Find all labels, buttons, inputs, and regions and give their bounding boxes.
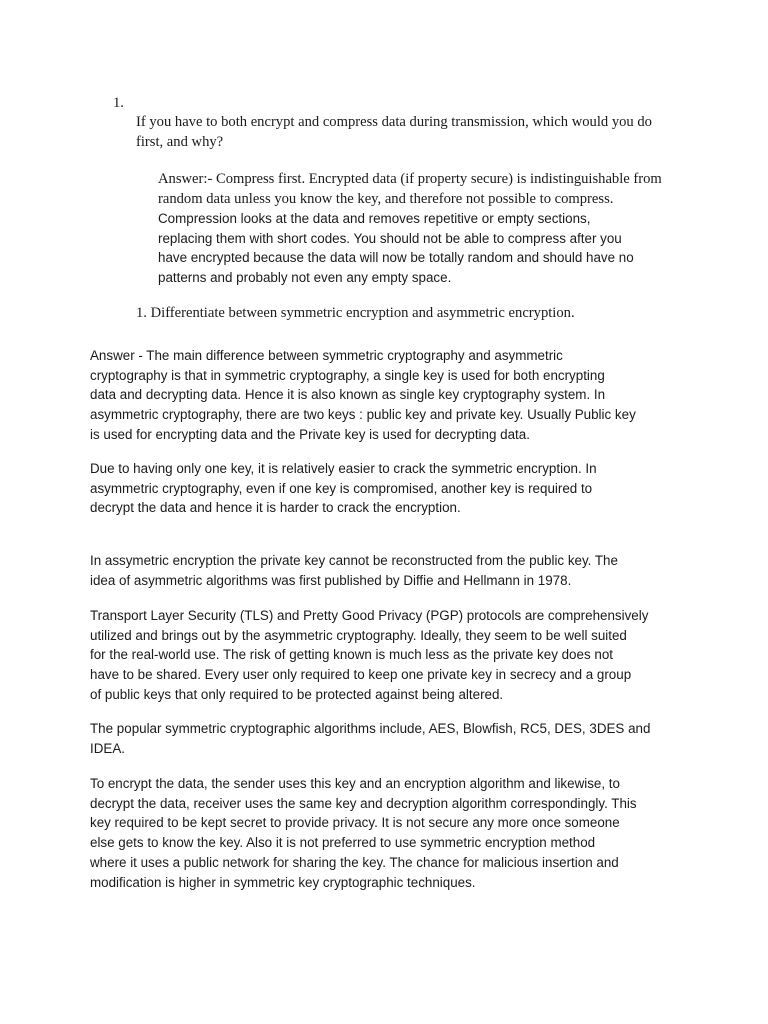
paragraph-symmetric-vs-asymmetric	[90, 346, 636, 445]
text-line: IDEA.	[90, 740, 125, 756]
text-line: is used for encrypting data and the Private key is used for decrypting data.	[90, 426, 530, 442]
text-line: first, and why?	[136, 133, 224, 150]
paragraph-diffie-hellmann	[90, 551, 618, 590]
text-line: If you have to both encrypt and compress data during transmission, which would you do	[136, 114, 652, 130]
text-line: decrypt the data and hence it is harder to crack the encryption.	[90, 500, 461, 516]
text-line: Answer - The main difference between symmetric cryptography and asymmetric	[90, 348, 563, 363]
text-line: have to be shared. Every user only required to keep one private key in secrecy and a group	[90, 667, 632, 683]
text-line: Answer:- Compress first. Encrypted data (if property secure) is indistinguishable from	[158, 171, 662, 187]
text-line: idea of asymmetric algorithms was first published by Diffie and Hellmann in 1978.	[90, 572, 572, 588]
text-line: patterns and probably not even any empty space.	[158, 270, 452, 286]
text-line: asymmetric cryptography, there are two keys : public key and private key. Usually Public key	[90, 407, 636, 423]
text-line: for the real-world use. The risk of getting known is much less as the private key does not	[90, 647, 613, 663]
text-line: Transport Layer Security (TLS) and Pretty Good Privacy (PGP) protocols are comprehensively	[90, 608, 649, 623]
question-1-text	[136, 113, 652, 152]
text-line: Compression looks at the data and removes repetitive or empty sections,	[158, 211, 591, 226]
paragraph-tls-pgp	[90, 606, 648, 705]
text-line: where it uses a public network for sharing the key. The chance for malicious insertion and	[90, 854, 619, 870]
text-line: of public keys that only required to be protected against being altered.	[90, 686, 504, 702]
text-line: Due to having only one key, it is relatively easier to crack the symmetric encryption. In	[90, 461, 597, 476]
text-line: modification is higher in symmetric key cryptographic techniques.	[90, 874, 476, 890]
paragraph-symmetric-algorithms	[90, 719, 650, 758]
text-line: In assymetric encryption the private key cannot be reconstructed from the public key. The	[90, 553, 618, 568]
text-line: utilized and brings out by the asymmetric cryptography. Ideally, they seem to be well suited	[90, 627, 627, 643]
answer-1	[158, 170, 662, 288]
text-line: replacing them with short codes. You should not be able to compress after you	[158, 230, 622, 246]
paragraph-symmetric-process	[90, 774, 637, 892]
text-line: The popular symmetric cryptographic algorithms include, AES, Blowfish, RC5, DES, 3DES and	[90, 721, 651, 736]
text-line: else gets to know the key. Also it is not preferred to use symmetric encryption method	[90, 835, 596, 851]
text-line: have encrypted because the data will now be totally random and should have no	[158, 250, 634, 266]
text-line: decrypt the data, receiver uses the same key and decryption algorithm correspondingly. This	[90, 795, 637, 811]
text-line: cryptography is that in symmetric cryptography, a single key is used for both encrypting	[90, 367, 605, 383]
question-1-number: 1.	[113, 95, 124, 111]
text-line: asymmetric cryptography, even if one key is compromised, another key is required to	[90, 480, 593, 496]
text-line: data and decrypting data. Hence it is also known as single key cryptography system. In	[90, 387, 606, 403]
paragraph-key-cracking	[90, 459, 597, 518]
text-line: To encrypt the data, the sender uses this key and an encryption algorithm and likewise, to	[90, 776, 620, 791]
text-line: random data unless you know the key, and therefore not possible to compress.	[158, 190, 614, 207]
text-line: key required to be kept secret to provide privacy. It is not secure any more once someone	[90, 815, 620, 831]
question-2-text: 1. Differentiate between symmetric encryption and asymmetric encryption.	[136, 305, 575, 321]
